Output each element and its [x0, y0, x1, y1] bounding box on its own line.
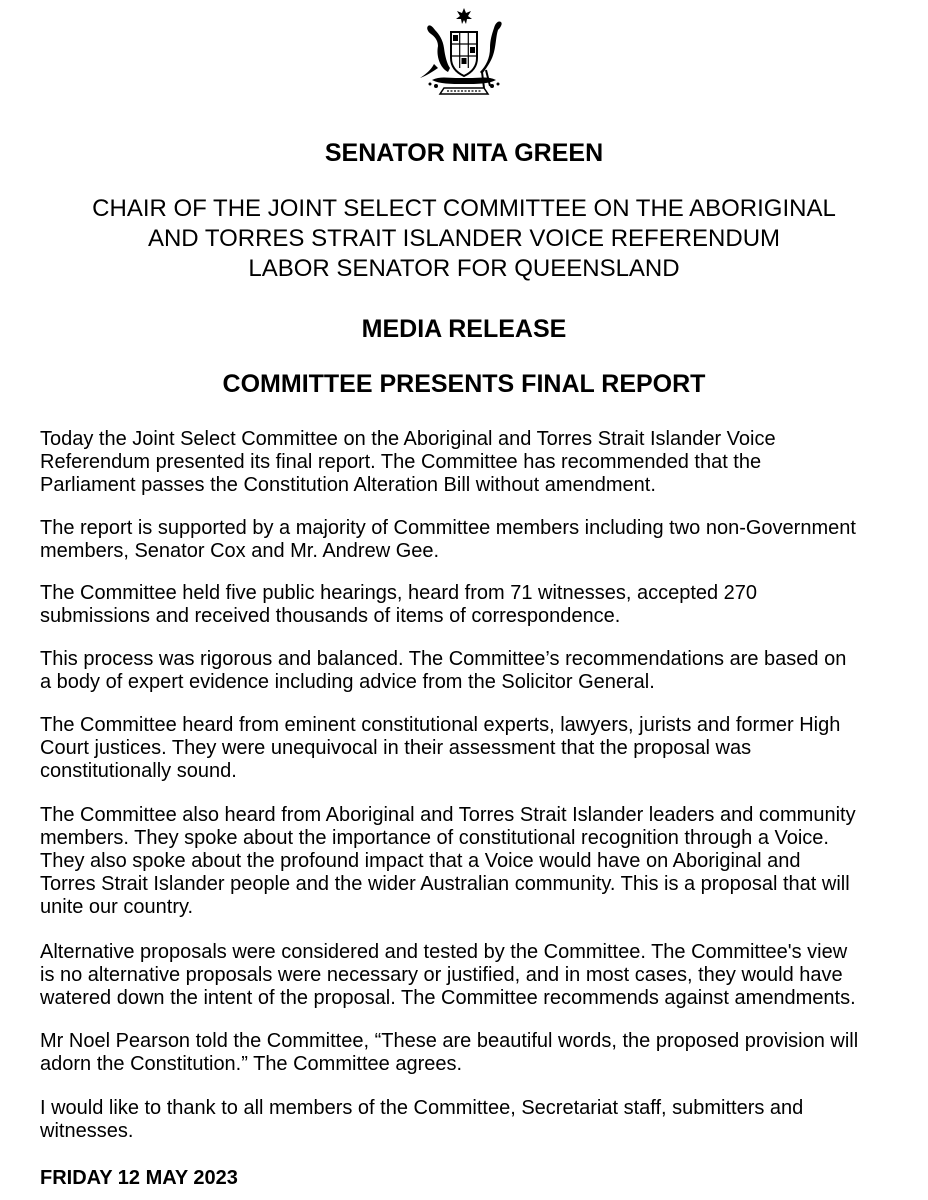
paragraph-line: Court justices. They were unequivocal in their assessment that the proposal was — [40, 737, 752, 759]
paragraph-line: a body of expert evidence including advice from the Solicitor General. — [40, 671, 655, 693]
paragraph — [40, 1030, 896, 1076]
paragraph-line: The Committee also heard from Aboriginal and Torres Strait Islander leaders and community — [40, 804, 856, 826]
paragraph-line: witnesses. — [40, 1120, 134, 1142]
paragraph — [40, 582, 896, 628]
paragraph-line: The Committee held five public hearings, heard from 71 witnesses, accepted 270 — [40, 582, 758, 604]
paragraph-line: Alternative proposals were considered and tested by the Committee. The Committee's view — [40, 941, 848, 963]
paragraph — [40, 648, 896, 694]
paragraph-line: members. They spoke about the importance of constitutional recognition through a Voice. — [40, 827, 829, 849]
release-type: MEDIA RELEASE — [361, 315, 567, 343]
paragraph-line: The Committee heard from eminent constitutional experts, lawyers, jurists and former High — [40, 714, 841, 736]
paragraph-line: Referendum presented its final report. The Committee has recommended that the — [40, 451, 762, 473]
coat-of-arms-icon — [414, 6, 514, 102]
paragraph-line: watered down the intent of the proposal. The Committee recommends against amendments. — [40, 987, 856, 1009]
paragraph — [40, 714, 896, 783]
office-titles — [0, 194, 928, 284]
paragraph-line: Mr Noel Pearson told the Committee, “These are beautiful words, the proposed provision will — [40, 1030, 859, 1052]
paragraph-line: Today the Joint Select Committee on the Aboriginal and Torres Strait Islander Voice — [40, 428, 776, 450]
paragraph-line: submissions and received thousands of items of correspondence. — [40, 605, 621, 627]
paragraph-line: members, Senator Cox and Mr. Andrew Gee. — [40, 540, 440, 562]
office-line: LABOR SENATOR FOR QUEENSLAND — [248, 255, 680, 282]
paragraph-line: is no alternative proposals were necessary or justified, and in most cases, they would have — [40, 964, 843, 986]
paragraph — [40, 804, 896, 919]
paragraph-line: The report is supported by a majority of Committee members including two non-Government — [40, 517, 856, 539]
office-line: CHAIR OF THE JOINT SELECT COMMITTEE ON THE ABORIGINAL — [92, 195, 836, 222]
paragraph — [40, 517, 896, 563]
paragraph-line: Parliament passes the Constitution Alteration Bill without amendment. — [40, 474, 656, 496]
paragraph-line: This process was rigorous and balanced. The Committee’s recommendations are based on — [40, 648, 847, 670]
paragraph-line: constitutionally sound. — [40, 760, 237, 782]
paragraph-line: I would like to thank to all members of the Committee, Secretariat staff, submitters and — [40, 1097, 804, 1119]
paragraph — [40, 428, 896, 497]
release-date: FRIDAY 12 MAY 2023 — [40, 1167, 238, 1189]
paragraph — [40, 1097, 896, 1143]
senator-name: SENATOR NITA GREEN — [324, 139, 604, 167]
office-line: AND TORRES STRAIT ISLANDER VOICE REFERENDUM — [147, 225, 781, 252]
paragraph-line: unite our country. — [40, 896, 194, 918]
paragraph — [40, 941, 896, 1010]
headline: COMMITTEE PRESENTS FINAL REPORT — [222, 370, 706, 398]
paragraph-line: They also spoke about the profound impact that a Voice would have on Aboriginal and — [40, 850, 801, 872]
paragraph-line: Torres Strait Islander people and the wider Australian community. This is a proposal that will — [40, 873, 850, 895]
paragraph-line: adorn the Constitution.” The Committee agrees. — [40, 1053, 463, 1075]
